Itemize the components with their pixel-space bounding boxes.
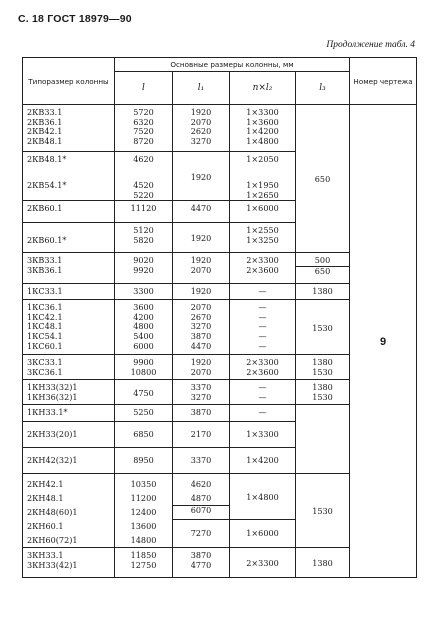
nl2-cell: 2×3300 [230,548,296,578]
type-cell: 2КВ60.1* [23,223,115,253]
col-header-drawing: Номер чертежа [350,58,417,105]
l1-cell: 6070 [173,506,230,520]
l1-cell: 1920 [173,284,230,300]
col-header-group: Основные размеры колонны, мм [115,58,350,72]
l3-cell: 1380 1530 [296,355,350,380]
l-cell: 3300 [115,284,173,300]
type-cell: 2КВ33.1 2КВ36.1 2КВ42.1 2КВ48.1 [23,105,115,152]
type-cell: 3КВ33.1 3КВ36.1 [23,253,115,284]
nl2-cell: — — [230,380,296,405]
l-cell: 6850 [115,422,173,448]
l-cell: 11120 [115,201,173,223]
l-cell: 10350 11200 12400 13600 14800 [115,474,173,548]
nl2-cell: 1×2050 [230,152,296,172]
l3-cell: 1380 1530 [296,380,350,405]
nl2-cell: 2×3300 2×3600 [230,355,296,380]
type-cell: 2КН42.1 2КН48.1 2КН48(60)1 2КН60.1 2КН60(72)1 [23,474,115,548]
l1-cell: 3370 3270 [173,380,230,405]
l-cell: 8950 [115,448,173,474]
l1-cell: 3370 [173,448,230,474]
type-cell: 1КН33(32)1 1КН36(32)1 [23,380,115,405]
l1-cell: 1920 2070 [173,355,230,380]
l-cell: 4520 5220 [115,172,173,201]
l1-cell: 4470 [173,201,230,223]
type-cell: 3КС33.1 3КС36.1 [23,355,115,380]
nl2-cell: 1×4200 [230,448,296,474]
l-cell: 9020 9920 [115,253,173,284]
l1-cell: 1920 2070 [173,253,230,284]
l-cell: 9900 10800 [115,355,173,380]
nl2-cell: 1×3300 [230,422,296,448]
nl2-cell: 1×4800 [230,474,296,520]
l3-cell: 1380 [296,284,350,300]
type-cell: 3КН33.1 3КН33(42)1 [23,548,115,578]
l-cell: 3600 4200 4800 5400 6000 [115,300,173,355]
col-header-type: Типоразмер колонны [23,58,115,105]
l3-cell: 650 [296,267,350,284]
l1-cell: 4620 4870 [173,474,230,506]
l3-cell: 1530 [296,300,350,355]
type-cell: 1КС33.1 [23,284,115,300]
l1-cell: 1920 [173,152,230,201]
page-header: С. 18 ГОСТ 18979—90 [18,13,132,25]
type-cell: 2КН33(20)1 [23,422,115,448]
l1-cell: 2070 2670 3270 3870 4470 [173,300,230,355]
nl2-cell: 1×6000 [230,201,296,223]
nl2-cell: — [230,284,296,300]
l3-cell: 1530 [296,474,350,548]
l3-cell: 1380 [296,548,350,578]
l3-cell: 650 [296,105,350,253]
l1-cell: 7270 [173,520,230,548]
type-cell: 1КН33.1* [23,405,115,422]
type-cell: 2КВ48.1* [23,152,115,172]
table-continuation-label: Продолжение табл. 4 [326,40,415,50]
nl2-cell: — [230,405,296,422]
l3-empty [296,405,350,474]
nl2-cell: 1×6000 [230,520,296,548]
drawing-number: 9 [350,105,417,578]
l-cell: 4620 [115,152,173,172]
columns-table [22,57,417,578]
nl2-cell: 1×2550 1×3250 [230,223,296,253]
col-header-l1: l₁ [173,72,230,105]
l-cell: 11850 12750 [115,548,173,578]
l1-cell: 2170 [173,422,230,448]
type-cell: 2КВ60.1 [23,201,115,223]
l1-cell: 3870 [173,405,230,422]
col-header-l3: l₃ [296,72,350,105]
l3-cell: 500 [296,253,350,267]
nl2-cell: 1×1950 1×2650 [230,172,296,201]
l-cell: 5250 [115,405,173,422]
col-header-nl2: n×l₂ [230,72,296,105]
type-cell: 1КС36.1 1КС42.1 1КС48.1 1КС54.1 1КС60.1 [23,300,115,355]
nl2-cell: 1×3300 1×3600 1×4200 1×4800 [230,105,296,152]
l-cell: 5720 6320 7520 8720 [115,105,173,152]
nl2-cell: 2×3300 2×3600 [230,253,296,284]
l1-cell: 3870 4770 [173,548,230,578]
col-header-l: l [115,72,173,105]
nl2-cell: — — — — — [230,300,296,355]
type-cell: 2КВ54.1* [23,172,115,201]
l1-cell: 1920 2070 2620 3270 [173,105,230,152]
l-cell: 5120 5820 [115,223,173,253]
l1-cell: 1920 [173,223,230,253]
type-cell: 2КН42(32)1 [23,448,115,474]
l-cell: 4750 [115,380,173,405]
